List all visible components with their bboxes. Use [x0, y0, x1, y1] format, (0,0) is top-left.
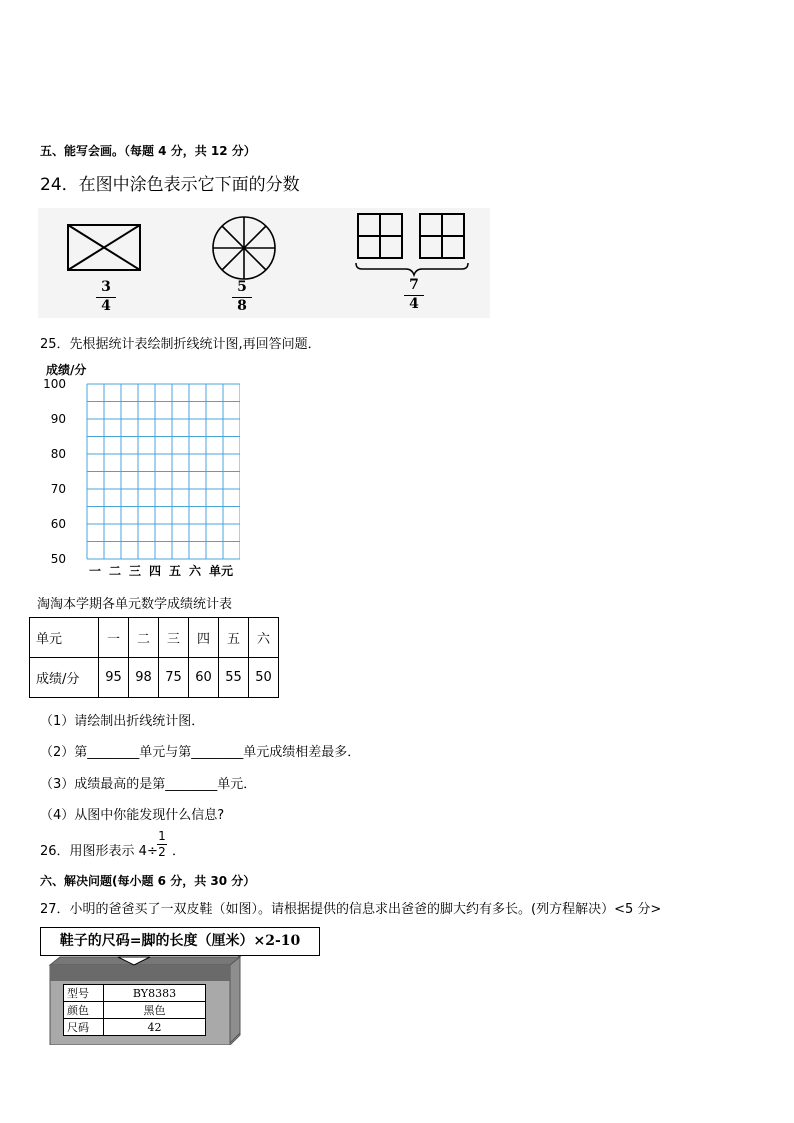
- shoe-info-table: [63, 984, 206, 1036]
- fraction-3-4: 3 4: [96, 280, 116, 314]
- x-tick-label: 六: [189, 564, 202, 578]
- y-axis-label: 成绩/分: [46, 363, 87, 377]
- table-row: [30, 618, 279, 658]
- line-chart-grid[interactable]: [40, 362, 240, 580]
- y-tick-label: 90: [50, 412, 66, 426]
- q24-title: 24．在图中涂色表示它下面的分数: [40, 175, 300, 195]
- q25-title: 25．先根据统计表绘制折线统计图,再回答问题．: [40, 337, 321, 352]
- x-tick-label: 一: [89, 564, 102, 578]
- score-table: [29, 617, 279, 698]
- q25-item-1: （1）请绘制出折线统计图．: [40, 714, 205, 729]
- q25-item-4: （4）从图中你能发现什么信息?: [40, 808, 225, 823]
- circle-shape: [213, 217, 275, 279]
- x-tick-label: 四: [149, 564, 162, 578]
- section-six-heading: 六、解决问题(每小题 6 分，共 30 分）: [40, 874, 256, 888]
- y-tick-label: 60: [50, 517, 66, 531]
- x-tick-label: 三: [129, 564, 142, 578]
- row-header-unit: 单元: [30, 618, 99, 658]
- q26-end: ．: [172, 844, 186, 859]
- unit-cell: 四: [189, 618, 219, 658]
- table-row: [30, 658, 279, 698]
- score-cell: 75: [159, 658, 189, 698]
- shoe-size-formula: 鞋子的尺码=脚的长度（厘米）×2-10: [40, 927, 320, 956]
- table-row: [64, 1002, 206, 1019]
- y-tick-label: 80: [50, 447, 66, 461]
- y-tick-label: 70: [50, 482, 66, 496]
- shoe-key: 尺码: [64, 1019, 104, 1036]
- unit-cell: 五: [219, 618, 249, 658]
- unit-cell: 二: [129, 618, 159, 658]
- score-cell: 98: [129, 658, 159, 698]
- row-header-score: 成绩/分: [30, 658, 99, 698]
- unit-cell: 六: [249, 618, 279, 658]
- rectangle-shape: [68, 225, 140, 270]
- fraction-7-4: 7 4: [404, 278, 424, 312]
- y-tick-label: 50: [50, 552, 66, 566]
- table-caption: 淘淘本学期各单元数学成绩统计表: [37, 597, 233, 612]
- brace: [356, 263, 468, 275]
- unit-cell: 三: [159, 618, 189, 658]
- score-cell: 60: [189, 658, 219, 698]
- fraction-5-8: 5 8: [232, 280, 252, 314]
- score-cell: 55: [219, 658, 249, 698]
- shoe-value: 黑色: [104, 1002, 206, 1019]
- q27-text: 27．小明的爸爸买了一双皮鞋（如图）。请根据提供的信息求出爸爸的脚大约有多长。(列方程解决）<5 分>: [40, 902, 662, 917]
- q25-item-3: （3）成绩最高的是第________单元．: [40, 777, 257, 792]
- squares-shape: [358, 214, 464, 258]
- unit-cell: 一: [99, 618, 129, 658]
- table-row: [64, 1019, 206, 1036]
- q25-item-2: （2）第________单元与第________单元成绩相差最多．: [40, 745, 361, 760]
- score-cell: 50: [249, 658, 279, 698]
- section-five-heading: 五、能写会画。（每题 4 分，共 12 分）: [40, 144, 256, 158]
- x-tick-label: 五: [169, 564, 182, 578]
- shoe-value: BY8383: [104, 985, 206, 1002]
- q24-figure: [38, 208, 490, 318]
- score-cell: 95: [99, 658, 129, 698]
- y-tick-label: 100: [43, 377, 66, 391]
- shoe-key: 型号: [64, 985, 104, 1002]
- shoe-key: 颜色: [64, 1002, 104, 1019]
- shoe-value: 42: [104, 1019, 206, 1036]
- q26-text: 26．用图形表示 4÷: [40, 844, 158, 859]
- x-tick-label: 二: [109, 564, 122, 578]
- q26-fraction: 1 2: [158, 829, 166, 859]
- table-row: [64, 985, 206, 1002]
- x-axis-label: 单元: [209, 564, 234, 578]
